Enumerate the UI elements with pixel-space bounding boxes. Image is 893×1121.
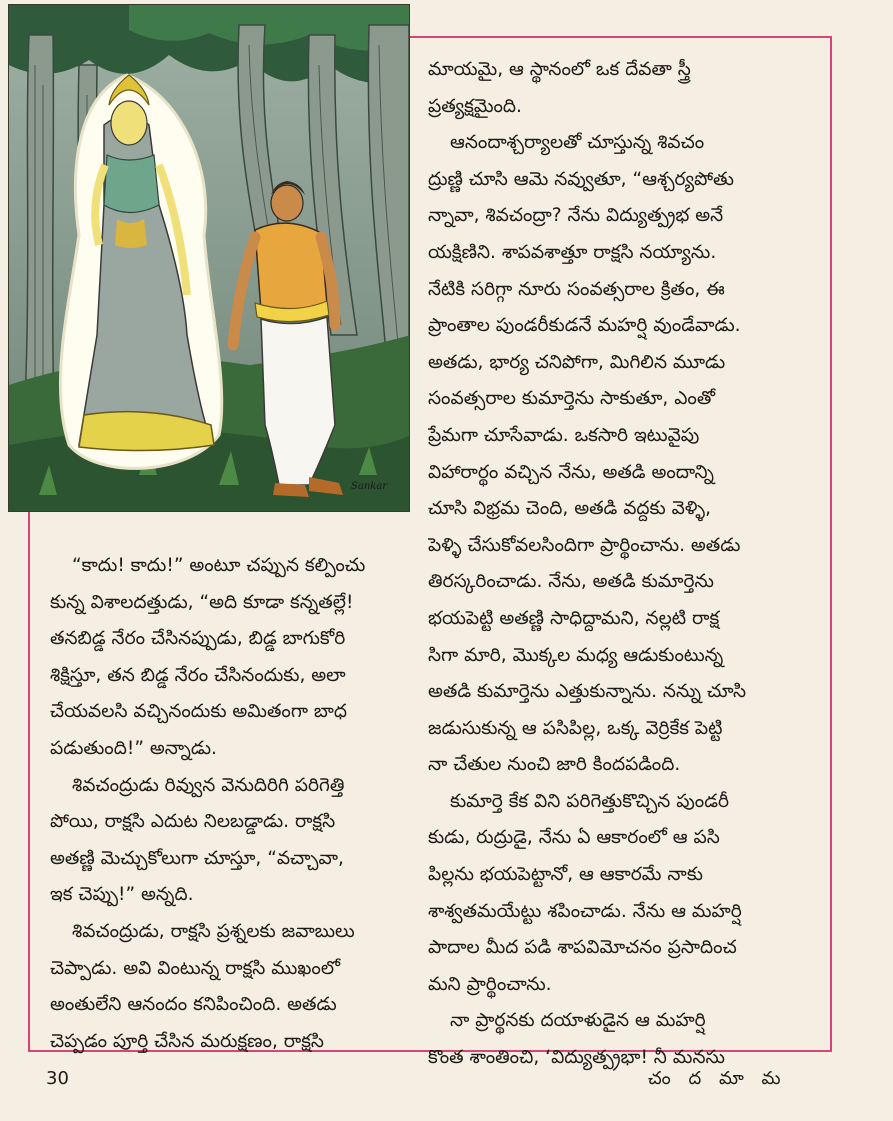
text-line: శిక్షిస్తూ, తన బిడ్డ నేరం చేసినందుకు, అలా xyxy=(50,664,346,686)
story-illustration xyxy=(8,4,410,512)
forest-scene-image xyxy=(9,5,410,512)
text-line: అతడు, భార్య చనిపోగా, మిగిలిన మూడు xyxy=(428,351,726,373)
text-line: తనబిడ్డ నేరం చేసినప్పుడు, బిడ్డ బాగుకోరి xyxy=(50,628,346,650)
text-line: నా ప్రార్థనకు దయాళుడైన ఆ మహర్షి xyxy=(450,1010,706,1032)
magazine-name: చం ద మా మ xyxy=(648,1068,787,1089)
text-line: నేటికి సరిగ్గా నూరు సంవత్సరాల క్రితం, ఈ xyxy=(428,278,725,300)
right-column-text xyxy=(428,52,808,1077)
text-line: విహారార్థం వచ్చిన నేను, అతడి అందాన్ని xyxy=(428,461,714,483)
text-line: కుడు, రుద్రుడై, నేను ఏ ఆకారంలో ఆ పసి xyxy=(428,827,720,849)
text-line: పెళ్ళి చేసుకోవలసిందిగా ప్రార్థించాను. అతడు xyxy=(428,534,741,556)
artist-signature: Sankar xyxy=(351,481,388,492)
text-line: అంతులేని ఆనందం కనిపించింది. అతడు xyxy=(50,994,337,1016)
text-line: ఆనందాశ్చర్యాలతో చూస్తున్న శివచం xyxy=(450,132,705,154)
text-line: యక్షిణిని. శాపవశాత్తూ రాక్షసి నయ్యాను. xyxy=(428,241,717,263)
text-line: ప్రత్యక్షమైంది. xyxy=(428,95,522,117)
text-line: పిల్లను భయపెట్టానో, ఆ ఆకారమే నాకు xyxy=(428,864,703,886)
text-line: సిగా మారి, మొక్కల మధ్య ఆడుకుంటున్న xyxy=(428,644,724,666)
text-line: అతడి కుమార్తెను ఎత్తుకున్నాను. నన్ను చూసి xyxy=(428,681,746,703)
text-line: భయపెట్టి అతణ్ణి సాధిద్దామని, నల్లటి రాక్ష xyxy=(428,607,720,629)
text-line: చెప్పాడు. అవి వింటున్న రాక్షసి ముఖంలో xyxy=(50,957,340,979)
text-line: జడుసుకున్న ఆ పసిపిల్ల, ఒక్క వెర్రికేక పెట్టి xyxy=(428,717,723,739)
text-line: మని ప్రార్థించాను. xyxy=(428,973,552,995)
text-line: శివచంద్రుడు రివ్వున వెనుదిరిగి పరిగెత్తి xyxy=(72,774,345,796)
text-line: “కాదు! కాదు!” అంటూ చప్పున కల్పించు xyxy=(72,555,366,576)
left-column-text xyxy=(50,548,418,1060)
text-line: పడుతుంది!” అన్నాడు. xyxy=(50,737,217,759)
page-number: 30 xyxy=(46,1068,69,1089)
text-line: కొంత శాంతించి, ‘విద్యుత్ప్రభా! నీ మనసు xyxy=(428,1047,725,1069)
text-line: చూసి విభ్రమ చెంది, అతడి వద్దకు వెళ్ళి, xyxy=(428,498,712,520)
text-line: ప్రేమగా చూసేవాడు. ఒకసారి ఇటువైపు xyxy=(428,424,700,446)
text-line: పోయి, రాక్షసి ఎదుట నిలబడ్డాడు. రాక్షసి xyxy=(50,811,336,833)
text-line: ప్రాంతాల పుండరీకుడనే మహర్షి వుండేవాడు. xyxy=(428,315,741,337)
text-line: పాదాల మీద పడి శాపవిమోచనం ప్రసాదించ xyxy=(428,937,737,959)
text-line: ఇక చెప్పు!” అన్నది. xyxy=(50,884,194,906)
text-line: తిరస్కరించాడు. నేను, అతడి కుమార్తెను xyxy=(428,571,714,593)
text-line: శాశ్వతమయేట్టు శపించాడు. నేను ఆ మహర్షి xyxy=(428,900,742,922)
text-line: న్నావా, శివచంద్రా? నేను విద్యుత్ప్రభ అనే xyxy=(428,205,724,227)
text-line: మాయమై, ఆ స్థానంలో ఒక దేవతా స్త్రీ xyxy=(428,59,691,80)
text-line: కుమార్తె కేక విని పరిగెత్తుకొచ్చిన పుండరీ xyxy=(450,790,729,812)
text-line: చెప్పడం పూర్తి చేసిన మరుక్షణం, రాక్షసి xyxy=(50,1030,324,1052)
text-line: చేయవలసి వచ్చినందుకు అమితంగా బాధ xyxy=(50,701,347,723)
text-line: అతణ్ణి మెచ్చుకోలుగా చూస్తూ, “వచ్చావా, xyxy=(50,847,344,869)
text-line: కున్న విశాలదత్తుడు, “అది కూడా కన్నతల్లే! xyxy=(50,591,354,613)
text-line: శివచంద్రుడు, రాక్షసి ప్రశ్నలకు జవాబులు xyxy=(72,920,355,942)
text-line: ద్రుణ్ణి చూసి ఆమె నవ్వుతూ, “ఆశ్చర్యపోతు xyxy=(428,168,734,190)
text-line: నా చేతుల నుంచి జారి కిందపడింది. xyxy=(428,754,681,776)
text-line: సంవత్సరాల కుమార్తెను సాకుతూ, ఎంతో xyxy=(428,388,715,410)
